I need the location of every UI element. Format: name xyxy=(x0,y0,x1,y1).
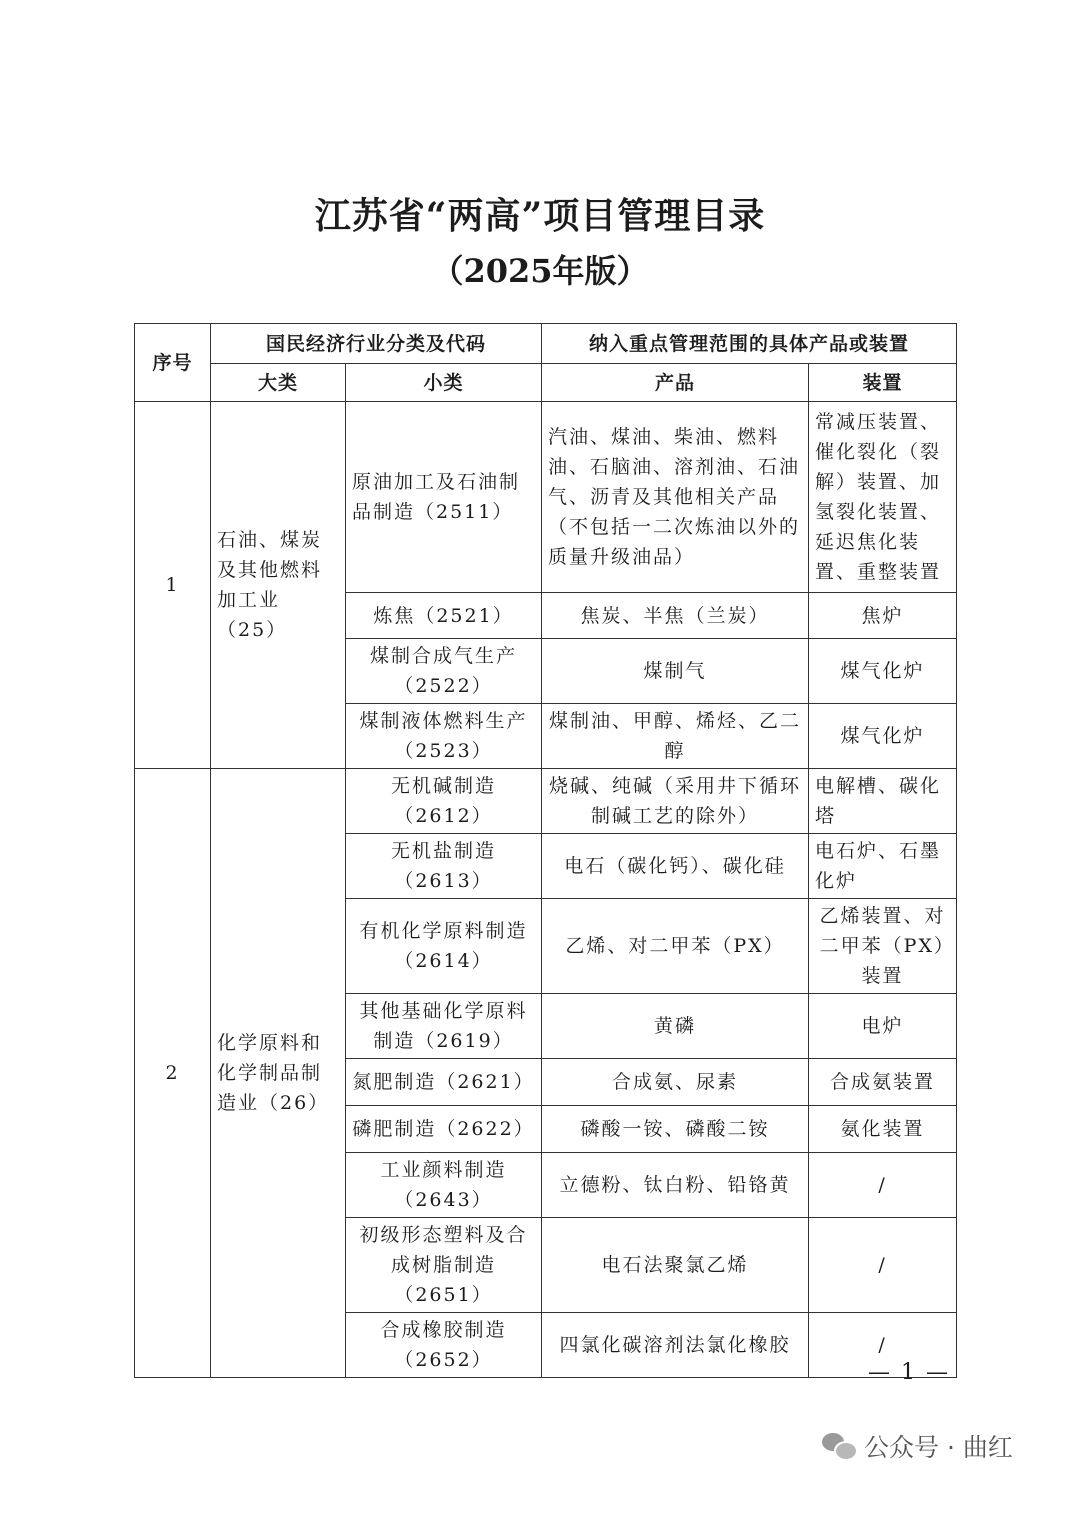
minor-category: 合成橡胶制造（2652） xyxy=(346,1313,542,1378)
device-cell: 电解槽、碳化塔 xyxy=(809,769,957,834)
document-subtitle: （2025年版） xyxy=(431,252,649,290)
catalog-table xyxy=(134,323,957,1378)
product-cell: 焦炭、半焦（兰炭） xyxy=(542,593,809,639)
group-major-category: 石油、煤炭及其他燃料加工业（25） xyxy=(211,402,346,769)
product-cell: 煤制油、甲醇、烯烃、乙二醇 xyxy=(542,704,809,769)
wechat-icon xyxy=(822,1431,856,1461)
header-industry: 国民经济行业分类及代码 xyxy=(211,324,542,364)
table-row xyxy=(135,402,957,593)
minor-category: 其他基础化学原料制造（2619） xyxy=(346,994,542,1059)
product-cell: 汽油、煤油、柴油、燃料油、石脑油、溶剂油、石油气、沥青及其他相关产品（不包括一二次炼油以外的质量升级油品） xyxy=(542,402,809,593)
product-cell: 电石法聚氯乙烯 xyxy=(542,1218,809,1313)
table-row xyxy=(135,769,957,834)
group-major-category: 化学原料和化学制品制造业（26） xyxy=(211,769,346,1378)
product-cell: 四氯化碳溶剂法氯化橡胶 xyxy=(542,1313,809,1378)
header-scope: 纳入重点管理范围的具体产品或装置 xyxy=(542,324,957,364)
product-cell: 合成氨、尿素 xyxy=(542,1059,809,1106)
minor-category: 有机化学原料制造（2614） xyxy=(346,899,542,994)
device-cell: 常减压装置、催化裂化（裂解）装置、加氢裂化装置、延迟焦化装置、重整装置 xyxy=(809,402,957,593)
minor-category: 煤制合成气生产（2522） xyxy=(346,639,542,704)
device-cell: / xyxy=(809,1313,957,1378)
document-title: 江苏省“两高”项目管理目录 xyxy=(314,195,766,237)
device-cell: 电炉 xyxy=(809,994,957,1059)
minor-category: 炼焦（2521） xyxy=(346,593,542,639)
device-cell: 电石炉、石墨化炉 xyxy=(809,834,957,899)
minor-category: 初级形态塑料及合成树脂制造（2651） xyxy=(346,1218,542,1313)
product-cell: 烧碱、纯碱（采用井下循环制碱工艺的除外） xyxy=(542,769,809,834)
minor-category: 无机碱制造（2612） xyxy=(346,769,542,834)
device-cell: 合成氨装置 xyxy=(809,1059,957,1106)
device-cell: 煤气化炉 xyxy=(809,704,957,769)
product-cell: 磷酸一铵、磷酸二铵 xyxy=(542,1106,809,1153)
device-cell: 煤气化炉 xyxy=(809,639,957,704)
header-minor: 小类 xyxy=(346,364,542,402)
minor-category: 无机盐制造（2613） xyxy=(346,834,542,899)
group-seq: 2 xyxy=(135,769,211,1378)
watermark-text: 公众号 · 曲红 xyxy=(864,1433,1013,1462)
minor-category: 原油加工及石油制品制造（2511） xyxy=(346,402,542,593)
header-product: 产品 xyxy=(542,364,809,402)
page-number: — 1 — xyxy=(868,1360,950,1385)
watermark xyxy=(822,1428,1013,1464)
product-cell: 黄磷 xyxy=(542,994,809,1059)
minor-category: 煤制液体燃料生产（2523） xyxy=(346,704,542,769)
device-cell: 乙烯装置、对二甲苯（PX）装置 xyxy=(809,899,957,994)
device-cell: / xyxy=(809,1153,957,1218)
minor-category: 氮肥制造（2621） xyxy=(346,1059,542,1106)
product-cell: 立德粉、钛白粉、铅铬黄 xyxy=(542,1153,809,1218)
minor-category: 磷肥制造（2622） xyxy=(346,1106,542,1153)
header-device: 装置 xyxy=(809,364,957,402)
product-cell: 煤制气 xyxy=(542,639,809,704)
minor-category: 工业颜料制造（2643） xyxy=(346,1153,542,1218)
device-cell: 氨化装置 xyxy=(809,1106,957,1153)
device-cell: 焦炉 xyxy=(809,593,957,639)
product-cell: 乙烯、对二甲苯（PX） xyxy=(542,899,809,994)
group-seq: 1 xyxy=(135,402,211,769)
header-seq: 序号 xyxy=(135,324,211,402)
header-major: 大类 xyxy=(211,364,346,402)
product-cell: 电石（碳化钙）、碳化硅 xyxy=(542,834,809,899)
device-cell: / xyxy=(809,1218,957,1313)
